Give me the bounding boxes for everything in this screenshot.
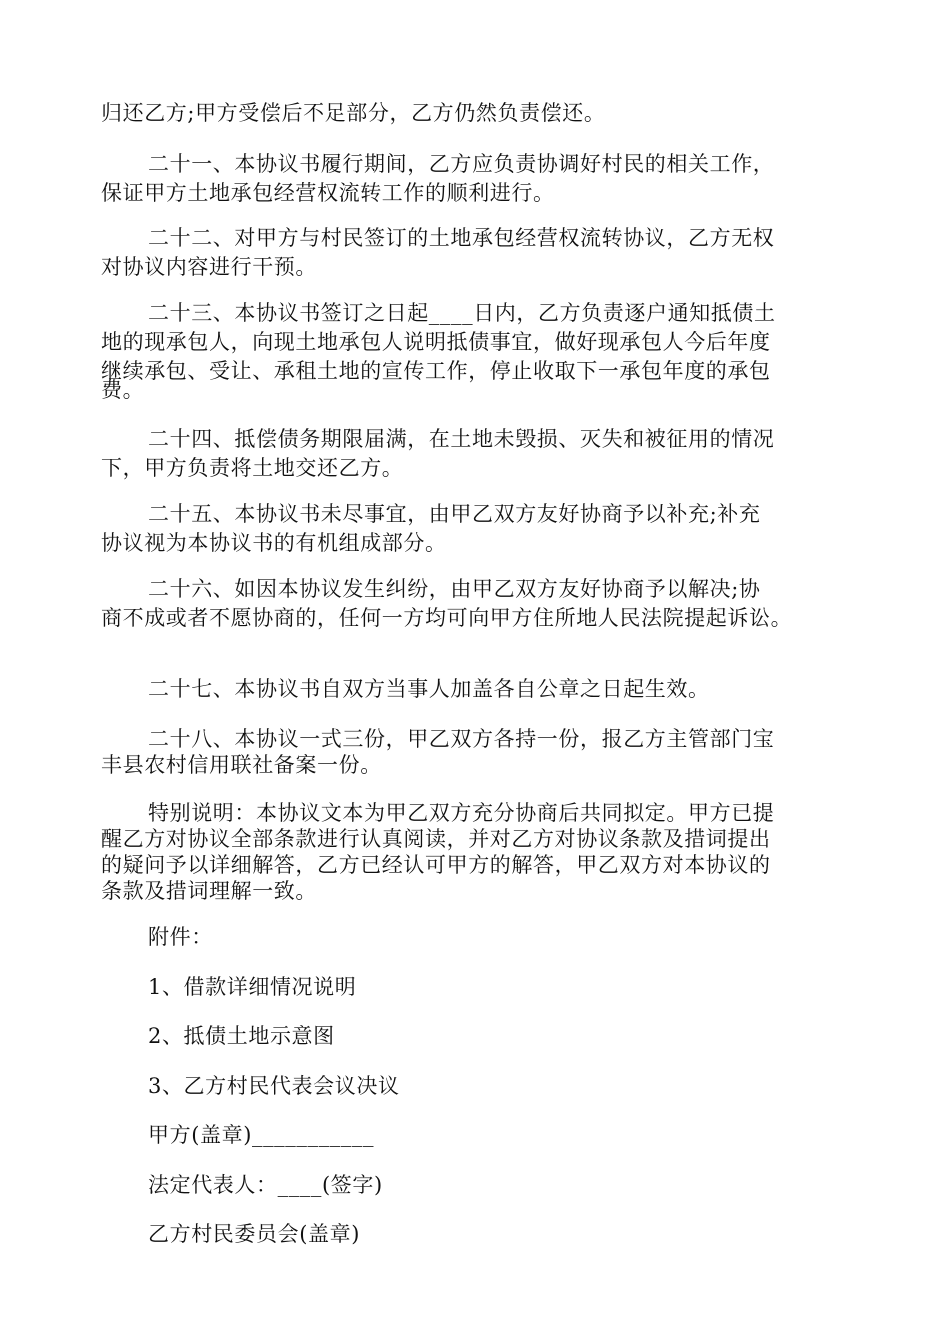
clause-22-line-1: 二十二、对甲方与村民签订的土地承包经营权流转协议，乙方无权 — [148, 226, 775, 250]
attachment-item-1: 1、借款详细情况说明 — [148, 975, 357, 999]
special-note-line-3: 的疑问予以详细解答，乙方已经认可甲方的解答，甲乙双方对本协议的 — [101, 853, 771, 877]
clause-25-line-2: 协议视为本协议书的有机组成部分。 — [101, 531, 447, 555]
clause-23-line-4: 费。 — [101, 378, 145, 402]
clause-25-line-1: 二十五、本协议书未尽事宜，由甲乙双方友好协商予以补充;补充 — [148, 502, 761, 526]
attachment-item-3: 3、乙方村民代表会议决议 — [148, 1074, 400, 1098]
clause-23-line-1: 二十三、本协议书签订之日起____日内，乙方负责逐户通知抵债土 — [148, 301, 776, 325]
clause-24-line-1: 二十四、抵偿债务期限届满，在土地未毁损、灭失和被征用的情况 — [148, 427, 775, 451]
clause-23-line-2: 地的现承包人，向现土地承包人说明抵债事宜，做好现承包人今后年度 — [101, 330, 771, 354]
clause-21-line-1: 二十一、本协议书履行期间，乙方应负责协调好村民的相关工作， — [148, 152, 775, 176]
clause-24-line-2: 下，甲方负责将土地交还乙方。 — [101, 456, 404, 480]
special-note-line-4: 条款及措词理解一致。 — [101, 879, 317, 903]
text-line: 归还乙方;甲方受偿后不足部分，乙方仍然负责偿还。 — [101, 101, 606, 125]
clause-22-line-2: 对协议内容进行干预。 — [101, 255, 317, 279]
clause-28-line-1: 二十八、本协议一式三份，甲乙双方各持一份，报乙方主管部门宝 — [148, 727, 775, 751]
attachments-heading: 附件： — [148, 925, 213, 949]
clause-27-line-1: 二十七、本协议书自双方当事人加盖各自公章之日起生效。 — [148, 677, 710, 701]
attachment-item-2: 2、抵债土地示意图 — [148, 1024, 335, 1048]
clause-26-line-1: 二十六、如因本协议发生纠纷，由甲乙双方友好协商予以解决;协 — [148, 577, 761, 601]
party-a-seal-line: 甲方(盖章)___________ — [148, 1123, 375, 1147]
clause-26-line-2: 商不成或者不愿协商的，任何一方均可向甲方住所地人民法院提起诉讼。 — [101, 606, 793, 630]
special-note-line-2: 醒乙方对协议全部条款进行认真阅读，并对乙方对协议条款及措词提出 — [101, 827, 771, 851]
clause-21-line-2: 保证甲方土地承包经营权流转工作的顺利进行。 — [101, 181, 555, 205]
clause-28-line-2: 丰县农村信用联社备案一份。 — [101, 753, 382, 777]
legal-representative-line: 法定代表人：____(签字) — [148, 1173, 383, 1197]
special-note-line-1: 特别说明：本协议文本为甲乙双方充分协商后共同拟定。甲方已提 — [148, 801, 775, 825]
party-b-seal-line: 乙方村民委员会(盖章) — [148, 1222, 360, 1246]
clause-23-line-3: 继续承包、受让、承租土地的宣传工作，停止收取下一承包年度的承包 — [101, 359, 771, 383]
